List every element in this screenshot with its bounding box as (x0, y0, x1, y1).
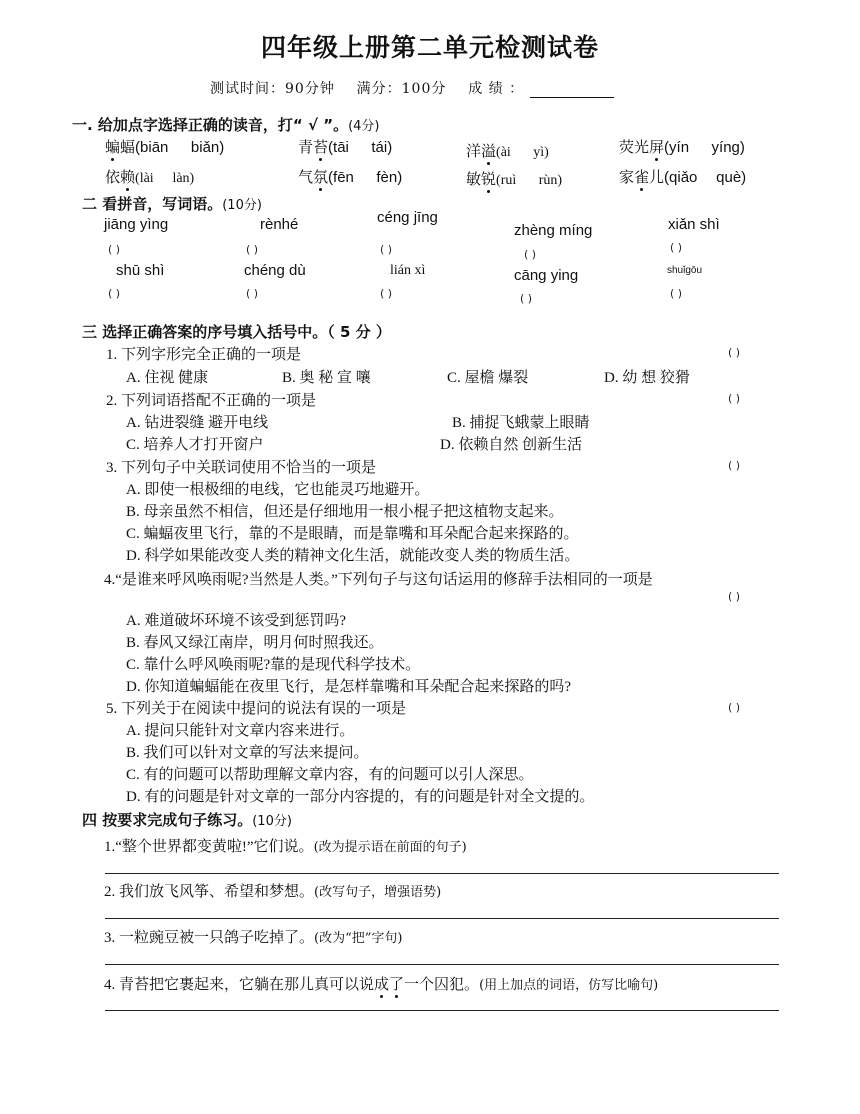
q4-option-a[interactable]: A. 难道破坏环境不该受到惩罚吗? (126, 613, 346, 629)
dotted-char: 赖 (120, 170, 136, 186)
answer-line[interactable] (105, 918, 779, 919)
pinyin-b: fèn) (376, 169, 403, 186)
answer-line[interactable] (105, 873, 779, 874)
word-char: 青 (298, 140, 314, 156)
test-time: 测试时间：90分钟 (210, 81, 335, 97)
section-1-text: 一. 给加点字选择正确的读音，打“ √ ”。 (72, 116, 349, 134)
s1-item-5[interactable] (105, 166, 194, 187)
s4-q1-text: 1.“整个世界都变黄啦!”它们说。 (104, 839, 314, 855)
q4-stem: 4.“是谁来呼风唤雨呢?当然是人类。”下列句子与这句话运用的修辞手法相同的一项是 (104, 572, 653, 588)
s4-q4-text: 4. 青苔把它裹起来，它躺在那儿真可以说 (104, 977, 375, 993)
page-title: 四年级上册第二单元检测试卷 (260, 33, 599, 62)
q1-option-c[interactable]: C. 屋檐 爆裂 (447, 370, 529, 386)
answer-paren[interactable]: ( ) (670, 241, 683, 254)
word-char: 敏 (466, 172, 482, 188)
pinyin-a: (lài (135, 171, 154, 186)
answer-paren[interactable]: ( ) (380, 287, 393, 300)
q3-option-c[interactable]: C. 蝙蝠夜里飞行，靠的不是眼睛，而是靠嘴和耳朵配合起来探路的。 (126, 526, 579, 542)
word-char: 蝠 (120, 140, 136, 156)
q5-option-b[interactable]: B. 我们可以针对文章的写法来提问。 (126, 745, 369, 761)
word-char: 洋 (466, 144, 482, 160)
s4-q4-note: (用上加点的词语，仿写比喻句) (479, 978, 659, 993)
s4-q1 (104, 835, 467, 856)
section-1-title (72, 114, 380, 135)
s4-q2-text: 2. 我们放飞风筝、希望和梦想。 (104, 884, 315, 900)
exam-meta (210, 78, 614, 98)
pinyin-b: tái) (371, 139, 393, 156)
answer-paren[interactable]: ( ) (728, 459, 741, 472)
answer-paren[interactable]: ( ) (246, 287, 259, 300)
section-4-text: 四 按要求完成句子练习。 (82, 811, 253, 829)
q3-stem: 3. 下列句子中关联词使用不恰当的一项是 (106, 460, 377, 476)
dotted-char: 锐 (481, 172, 497, 188)
s1-item-6[interactable] (298, 166, 402, 187)
q4-option-c[interactable]: C. 靠什么呼风唤雨呢?靠的是现代科学技术。 (126, 657, 421, 673)
dotted-char: 屏 (649, 140, 665, 156)
q2-option-c[interactable]: C. 培养人才打开窗户 (126, 437, 264, 453)
dotted-char: 苔 (313, 140, 329, 156)
s1-item-1[interactable] (105, 136, 224, 157)
s4-q2 (104, 880, 441, 901)
pinyin-a: (ài (496, 145, 511, 160)
q1-option-b[interactable]: B. 奥 秘 宣 嚷 (282, 370, 371, 386)
section-2-points: (10分) (222, 198, 262, 213)
q1-stem: 1. 下列字形完全正确的一项是 (106, 347, 302, 363)
pinyin-b: què) (716, 169, 747, 186)
q2-option-d[interactable]: D. 依赖自然 创新生活 (440, 437, 583, 453)
answer-line[interactable] (105, 1010, 779, 1011)
s4-q3-note: (改为“把”字句) (314, 931, 403, 946)
answer-paren[interactable]: ( ) (108, 287, 121, 300)
s1-item-7[interactable] (466, 168, 562, 189)
dotted-char: 雀 (634, 170, 650, 186)
q2-option-a[interactable]: A. 钻进裂缝 避开电线 (126, 415, 269, 431)
pinyin-6: shū shì (116, 262, 165, 279)
pinyin-a: (tāi (328, 139, 349, 156)
pinyin-10: shuǐgōu (667, 265, 703, 276)
answer-paren[interactable]: ( ) (670, 287, 683, 300)
s4-q4 (104, 973, 658, 994)
pinyin-b: rùn) (538, 173, 563, 188)
s4-q1-note: (改为提示语在前面的句子) (313, 840, 467, 855)
answer-paren[interactable]: ( ) (728, 590, 741, 603)
pinyin-5: xiǎn shì (668, 216, 720, 233)
full-score: 满分：100分 (356, 81, 447, 97)
q5-stem: 5. 下列关于在阅读中提问的说法有误的一项是 (106, 701, 407, 717)
q1-option-d[interactable]: D. 幼 想 狡猾 (604, 370, 690, 386)
s1-item-4[interactable] (619, 136, 745, 157)
answer-paren[interactable]: ( ) (728, 701, 741, 714)
pinyin-b: yì) (533, 145, 549, 160)
section-3-title: 三 选择正确答案的序号填入括号中。（ 5 分 ） (82, 323, 391, 341)
q2-option-b[interactable]: B. 捕捉飞蛾蒙上眼睛 (452, 415, 590, 431)
section-2-title (82, 193, 262, 214)
s4-q3-text: 3. 一粒豌豆被一只鸽子吃掉了。 (104, 930, 315, 946)
pinyin-a: (yín (664, 139, 690, 156)
dotted-char: 成 (374, 977, 390, 993)
q3-option-a[interactable]: A. 即使一根极细的电线，它也能灵巧地避开。 (126, 482, 430, 498)
q5-option-a[interactable]: A. 提问只能针对文章内容来进行。 (126, 723, 355, 739)
pinyin-3: céng jīng (377, 209, 438, 226)
answer-paren[interactable]: ( ) (728, 346, 741, 359)
pinyin-a: (ruì (496, 173, 517, 188)
q5-option-d[interactable]: D. 有的问题是针对文章的一部分内容提的，有的问题是针对全文提的。 (126, 789, 595, 805)
word-char: 依 (105, 170, 121, 186)
pinyin-b: yíng) (711, 139, 745, 156)
s4-q4-text-end: 一个囚犯。 (404, 977, 480, 993)
dotted-char: 溢 (481, 144, 497, 160)
answer-paren[interactable]: ( ) (728, 392, 741, 405)
word-char: 气 (298, 170, 314, 186)
pinyin-a: (fēn (328, 169, 354, 186)
word-char: 荧光 (619, 140, 650, 156)
dotted-char: 了 (389, 977, 405, 993)
s1-item-2[interactable] (298, 136, 392, 157)
dotted-char: 蝙 (105, 140, 121, 156)
s1-item-8[interactable] (619, 166, 746, 187)
answer-paren[interactable]: ( ) (524, 248, 537, 261)
pinyin-a: (biān (135, 139, 169, 156)
pinyin-b: biǎn) (190, 139, 225, 156)
section-4-title (82, 809, 292, 830)
dotted-char: 氛 (313, 170, 329, 186)
section-4-points: (10分) (252, 814, 292, 829)
section-2-text: 二 看拼音，写词语。 (82, 195, 223, 213)
word-char: 家 (619, 170, 635, 186)
pinyin-4: zhèng míng (514, 222, 593, 239)
score-blank[interactable] (530, 83, 614, 98)
s4-q2-note: (改写句子，增强语势) (314, 885, 442, 900)
s1-item-3[interactable] (466, 140, 549, 161)
q5-option-c[interactable]: C. 有的问题可以帮助理解文章内容，有的问题可以引人深思。 (126, 767, 534, 783)
answer-paren[interactable]: ( ) (380, 243, 393, 256)
pinyin-1: jiāng yìng (104, 216, 169, 233)
answer-line[interactable] (105, 964, 779, 965)
pinyin-2: rènhé (260, 216, 299, 233)
pinyin-8: lián xì (390, 263, 426, 278)
answer-paren[interactable]: ( ) (246, 243, 259, 256)
pinyin-a: 儿(qiǎo (649, 169, 698, 186)
pinyin-9: cāng ying (514, 267, 579, 284)
s4-q3 (104, 926, 402, 947)
answer-paren[interactable]: ( ) (520, 292, 533, 305)
score-label: 成 绩 ： (468, 81, 525, 97)
answer-paren[interactable]: ( ) (108, 243, 121, 256)
q3-option-d[interactable]: D. 科学如果能改变人类的精神文化生活，就能改变人类的物质生活。 (126, 548, 580, 564)
q4-option-b[interactable]: B. 春风又绿江南岸，明月何时照我还。 (126, 635, 384, 651)
section-1-points: (4分) (348, 119, 380, 134)
q3-option-b[interactable]: B. 母亲虽然不相信，但还是仔细地用一根小棍子把这植物支起来。 (126, 504, 564, 520)
pinyin-b: làn) (172, 171, 195, 186)
q4-option-d[interactable]: D. 你知道蝙蝠能在夜里飞行，是怎样靠嘴和耳朵配合起来探路的吗? (126, 679, 571, 695)
pinyin-7: chéng dù (244, 262, 306, 279)
q1-option-a[interactable]: A. 住视 健康 (126, 370, 209, 386)
q2-stem: 2. 下列词语搭配不正确的一项是 (106, 393, 317, 409)
